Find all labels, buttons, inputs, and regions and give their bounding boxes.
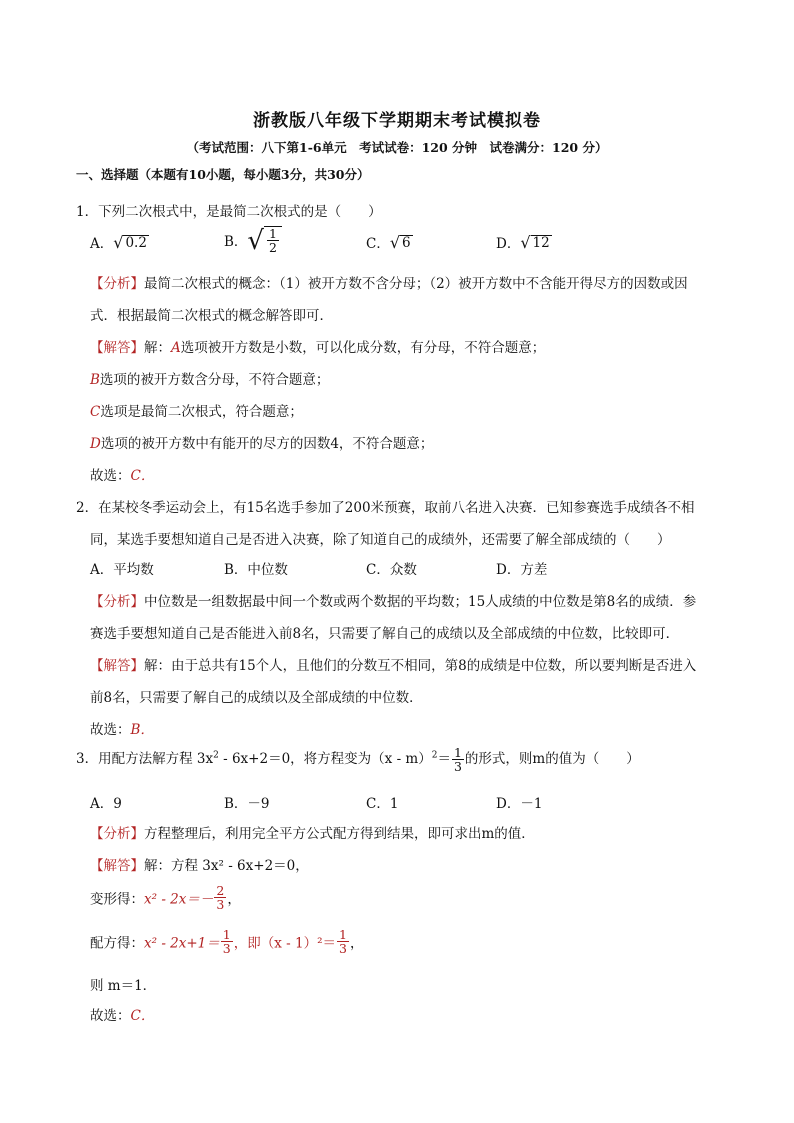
- question-1-stem: 1．下列二次根式中，是最简二次根式的是（ ）: [76, 204, 382, 220]
- question-3-choice: 故选：C．: [90, 1008, 155, 1024]
- question-3-option-b: B．－9: [224, 796, 270, 812]
- answer-tag: 【解答】: [90, 658, 144, 674]
- question-1-analysis-line-1: 【分析】最简二次根式的概念：（1）被开方数不含分母；（2）被开方数中不含能开得尽方的因数或因: [90, 276, 688, 292]
- answer-tag: 【解答】: [90, 858, 144, 874]
- option-c-radicand: 6: [402, 235, 411, 252]
- question-3-option-d: D．－1: [496, 796, 543, 812]
- question-3-stem: 3．用配方法解方程 $3x^2 - 6x+2=0$，将方程变为（x - m）$^2$＝ $\frac{1}{3}$ 的形式，则m的值为（ ）: [76, 745, 640, 775]
- question-1-analysis-line-2: 式．根据最简二次根式的概念解答即可．: [90, 308, 333, 324]
- option-a-radicand: 0.2: [125, 235, 147, 252]
- question-2-choice: 故选：B．: [90, 722, 154, 738]
- page-title: 浙教版八年级下学期期末考试模拟卷: [253, 111, 541, 131]
- question-3-analysis: 【分析】方程整理后，利用完全平方公式配方得到结果，即可求出m的值．: [90, 826, 535, 842]
- question-3-step-3: 则 m＝1．: [90, 978, 157, 994]
- answer-tag: 【解答】: [90, 340, 144, 356]
- question-3-choice-value: C．: [130, 1008, 155, 1024]
- question-1-answer-line-3: C选项是最简二次根式，符合题意；: [90, 404, 303, 420]
- question-2-analysis-line-1: 【分析】中位数是一组数据最中间一个数或两个数据的平均数；15人成绩的中位数是第8名的成绩．参: [90, 594, 697, 610]
- question-3-step-2: 配方得：x² - 2x+1＝ $\frac{1}{3}$ ，即（x - 1）²＝ $\frac{1}{3}$ ，: [90, 927, 364, 957]
- question-2-stem-line-2: 同，某选手要想知道自己是否进入决赛，除了知道自己的成绩外，还需要了解全部成绩的（ ）: [90, 532, 671, 548]
- question-2-answer-line-1: 【解答】解：由于总共有15个人，且他们的分数互不相同，第8的成绩是中位数，所以要判断是否进入: [90, 658, 697, 674]
- option-b-numerator: 1: [269, 226, 277, 241]
- option-a-label: A．: [90, 236, 114, 252]
- section-heading: 一、选择题（本题有10小题，每小题3分，共30分）: [76, 167, 370, 182]
- option-d-label: D．: [496, 236, 521, 252]
- question-3-option-a: A．9: [90, 796, 122, 812]
- question-1-option-d: D． √ 12: [496, 233, 550, 252]
- question-3-step-1: 变形得：x² - 2x＝－ $\frac{2}{3}$ ，: [90, 883, 241, 913]
- question-2-option-c: C．众数: [366, 562, 417, 578]
- analysis-tag: 【分析】: [90, 826, 144, 842]
- question-1-answer-line-1: 【解答】解：A选项被开方数是小数，可以化成分数，有分母，不符合题意；: [90, 340, 546, 356]
- question-2-option-d: D．方差: [496, 562, 548, 578]
- option-b-denominator: 2: [269, 240, 277, 256]
- question-2-choice-value: B．: [130, 722, 154, 738]
- question-3-option-c: C．1: [366, 796, 399, 812]
- question-2-answer-line-2: 前8名，只需要了解自己的成绩以及全部成绩的中位数．: [90, 690, 423, 706]
- question-2-stem-line-1: 2．在某校冬季运动会上，有15名选手参加了200米预赛，取前八名进入决赛．已知参赛选手成绩各不相: [76, 500, 695, 516]
- question-3-answer-line-1: 【解答】解：方程 3x² - 6x+2＝0，: [90, 858, 309, 874]
- analysis-tag: 【分析】: [90, 276, 144, 292]
- question-1-choice: 故选：C．: [90, 468, 155, 484]
- question-1-answer-line-2: B选项的被开方数含分母，不符合题意；: [90, 372, 330, 388]
- question-1-option-b: B． √ $\frac{1}{2}$: [224, 226, 282, 254]
- exam-info: （考试范围：八下第1-6单元 考试试卷：120 分钟 试卷满分：120 分）: [186, 140, 608, 155]
- option-b-label: B．: [224, 234, 248, 251]
- question-2-option-b: B．中位数: [224, 562, 288, 578]
- question-1-answer-line-4: D选项的被开方数中有能开的尽方的因数4，不符合题意；: [90, 436, 434, 452]
- analysis-tag: 【分析】: [90, 594, 144, 610]
- question-2-option-a: A．平均数: [90, 562, 154, 578]
- question-1-option-c: C． √ 6: [366, 233, 411, 252]
- option-c-label: C．: [366, 236, 390, 252]
- question-1-choice-value: C．: [130, 468, 155, 484]
- option-d-radicand: 12: [532, 235, 550, 252]
- question-1-option-a: A． √ 0.2: [90, 233, 147, 252]
- question-2-analysis-line-2: 赛选手要想知道自己是否能进入前8名，只需要了解自己的成绩以及全部成绩的中位数，比较即可．: [90, 626, 680, 642]
